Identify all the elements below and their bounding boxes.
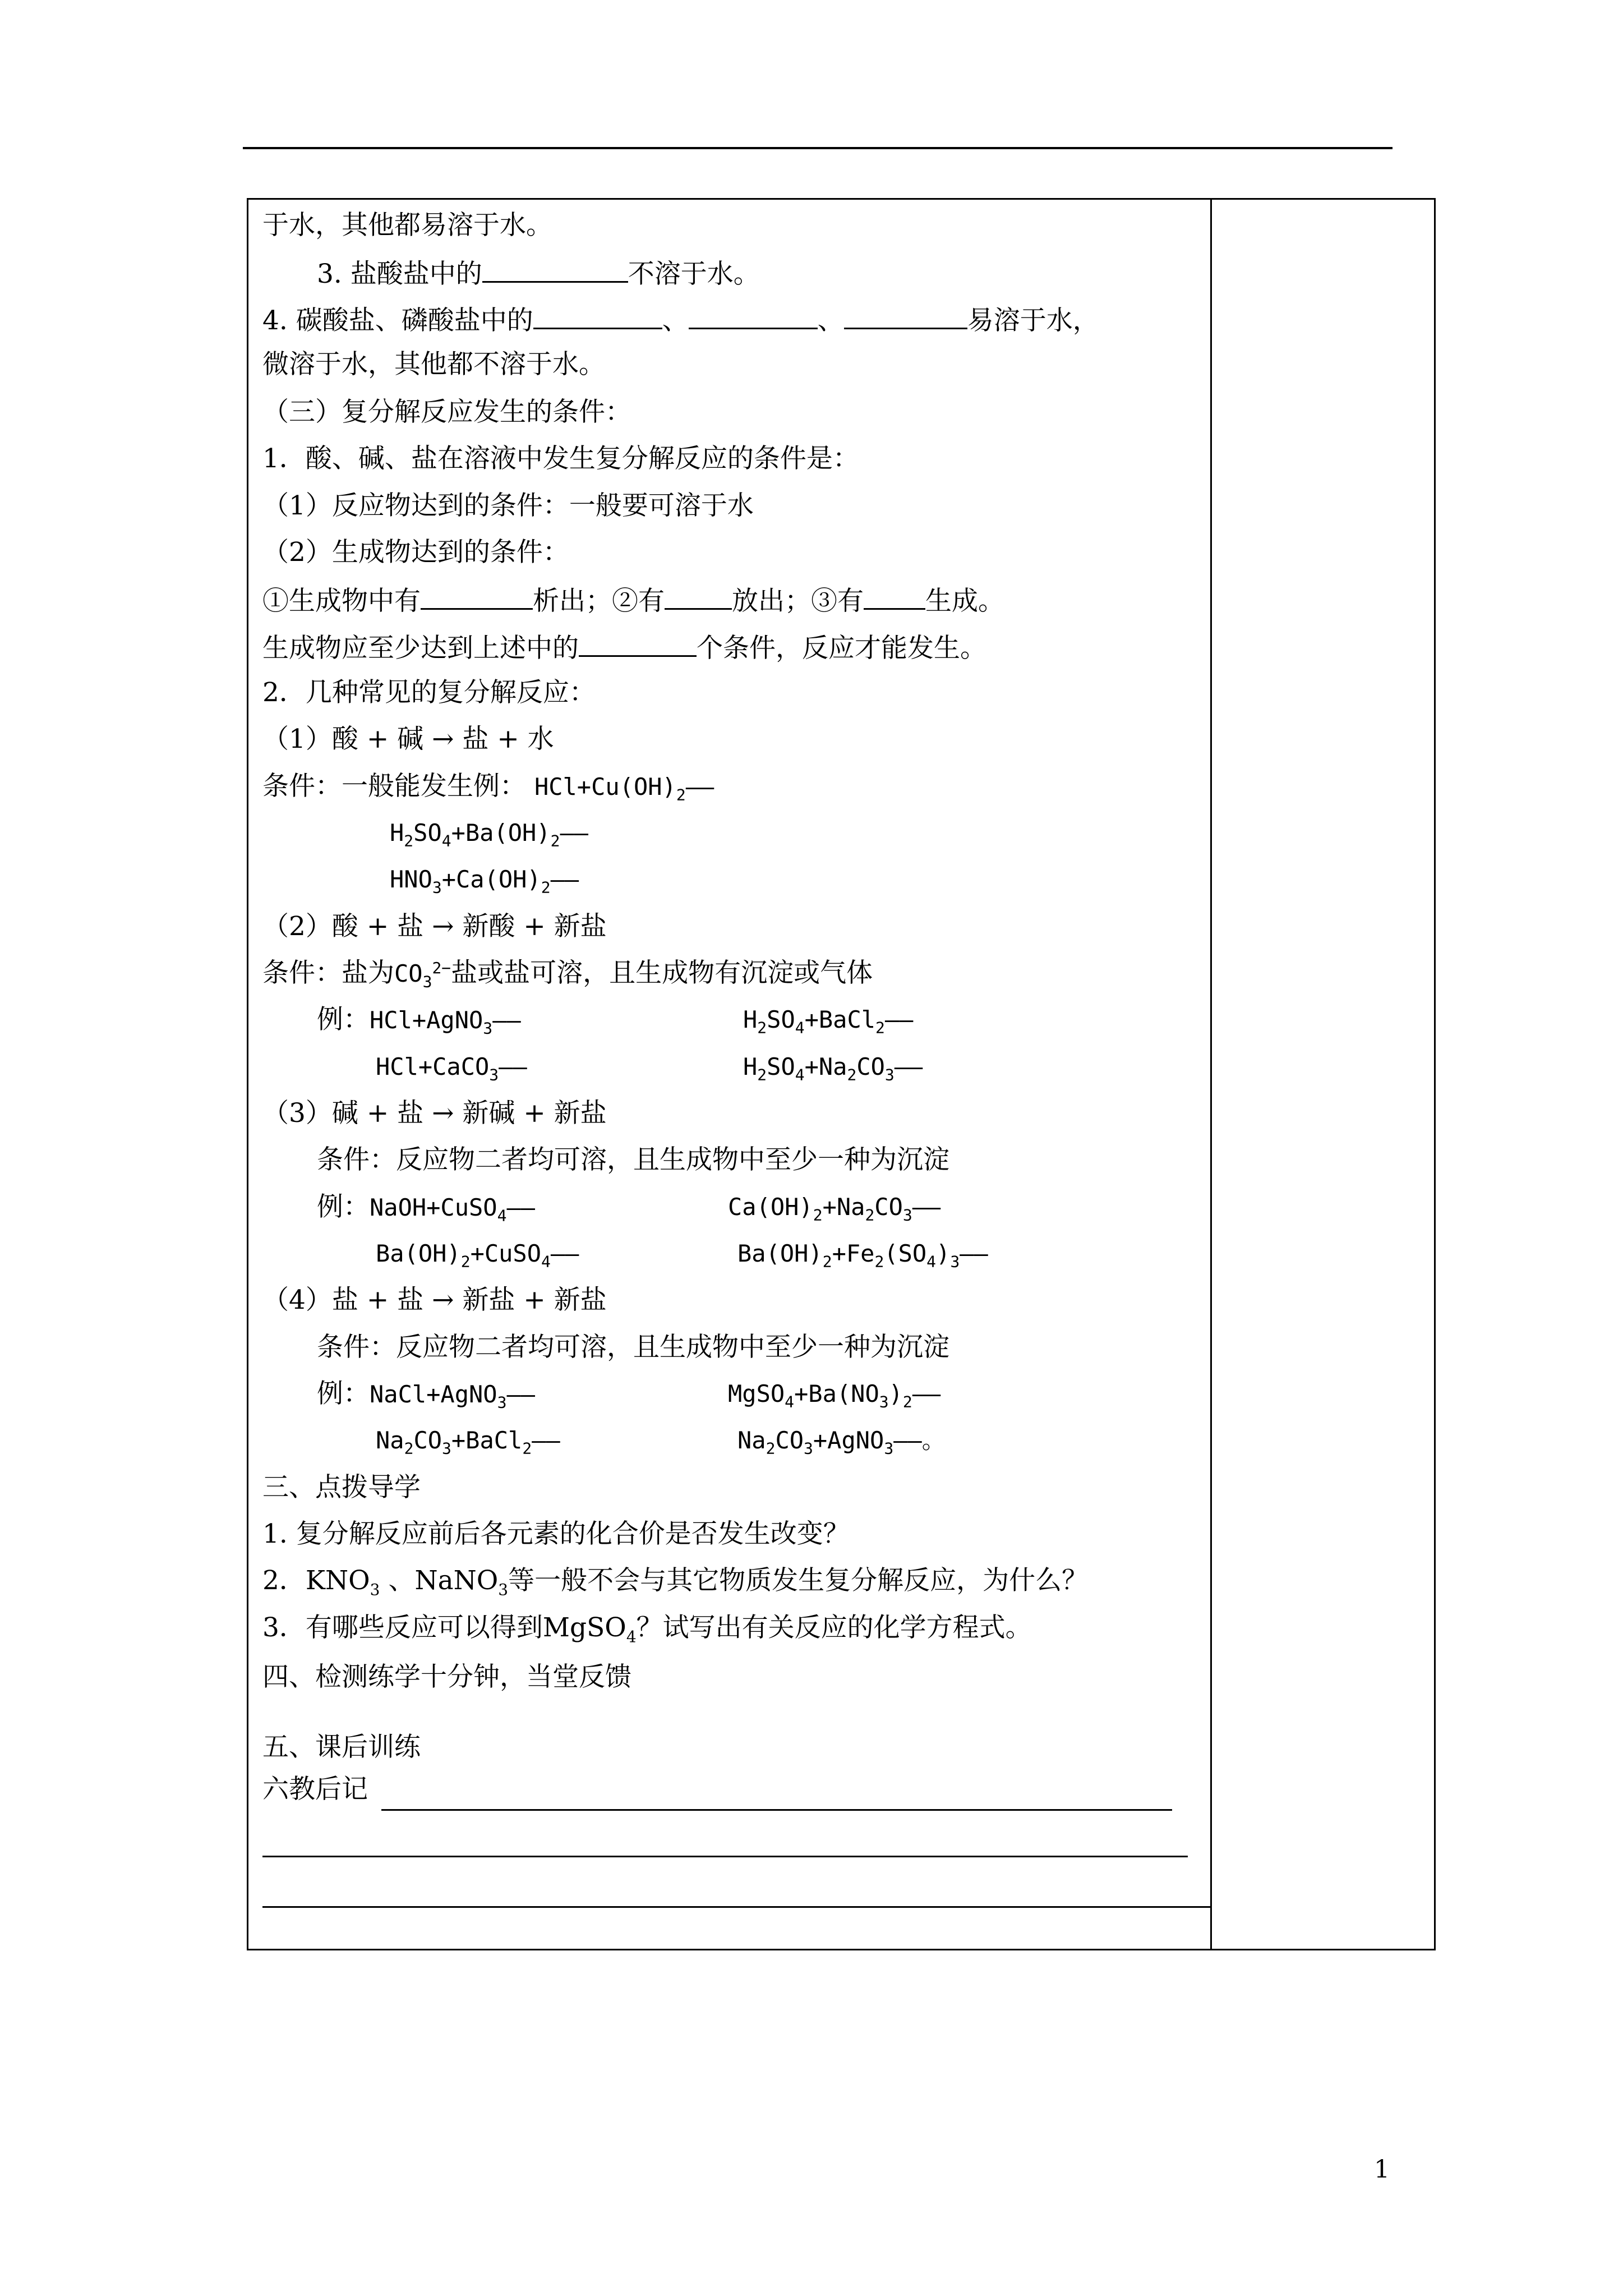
text: 微溶于水，其他都不溶于水。: [262, 349, 605, 380]
section-heading: [262, 1471, 421, 1504]
formula: $HCl+Cu(OH)_2——$: [534, 773, 714, 804]
text: 放出；③有: [732, 586, 864, 616]
text: 条件：一般能发生例：: [262, 771, 526, 802]
example-line: [317, 1190, 535, 1225]
text-line: [262, 442, 859, 476]
text: 、NaNO: [380, 1565, 499, 1596]
text: 易溶于水，: [967, 305, 1099, 336]
section-heading: [262, 395, 631, 429]
text-line: [262, 770, 714, 804]
text: 例：: [317, 1004, 370, 1035]
text: 4. 碳酸盐、磷酸盐中的: [262, 305, 533, 336]
text: 3. 盐酸盐中的: [317, 259, 482, 289]
formula: $H_2SO_4+BaCl_2——$: [743, 1006, 914, 1037]
formula: $MgSO_4+Ba(NO_3)_2——$: [728, 1380, 941, 1411]
section-heading: [262, 1731, 421, 1764]
text: 盐或盐可溶，且生成物有沉淀或气体: [451, 958, 873, 988]
formula: $Na_2CO_3+BaCl_2——$: [376, 1427, 560, 1458]
formula: HCl+CaCO$_3$——: [376, 1053, 527, 1084]
text: 生成物应至少达到上述中的: [262, 633, 579, 664]
text: 例：: [317, 1378, 370, 1409]
write-line[interactable]: [262, 1856, 1188, 1857]
fill-blank[interactable]: [844, 302, 967, 329]
text: ？试写出有关反应的化学方程式。: [636, 1612, 1032, 1643]
text-line: [262, 676, 596, 710]
text: 1．酸、碱、盐在溶液中发生复分解反应的条件是：: [262, 443, 859, 474]
text: 析出；②有: [533, 586, 665, 616]
formula: $Na_2CO_3+AgNO_3——$。: [737, 1427, 946, 1458]
text: （4）盐 + 盐 → 新盐 + 新盐: [262, 1285, 607, 1315]
formula: $CO_3^{2-}$: [394, 959, 451, 991]
text: 条件：反应物二者均可溶，且生成物中至少一种为沉淀: [317, 1332, 949, 1363]
formula: NaCl+AgNO$_3$——: [370, 1381, 536, 1412]
text: （1）反应物达到的条件：一般要可溶于水: [262, 490, 754, 521]
text: 、: [817, 305, 844, 336]
text: 于水，其他都易溶于水。: [262, 210, 552, 241]
formula: $HNO_3+Ca(OH)_2——$: [390, 866, 579, 897]
text-line: [317, 1331, 949, 1364]
text: 生成。: [925, 586, 1004, 616]
text: 1. 复分解反应前后各元素的化合价是否发生改变？: [262, 1519, 850, 1549]
text: 、: [662, 305, 689, 336]
example-line: [317, 1003, 521, 1037]
text: （2）生成物达到的条件：: [262, 537, 569, 568]
section-heading: [262, 1660, 631, 1694]
reaction-type: [262, 1097, 607, 1130]
formula: $Ca(OH)_2+Na_2CO_3——$: [728, 1193, 941, 1225]
text-line: [262, 209, 552, 242]
formula: NaOH+CuSO$_4$——: [370, 1194, 536, 1225]
text: ①生成物中有: [262, 586, 421, 616]
text: 四、检测练学十分钟，当堂反馈: [262, 1662, 631, 1692]
text: 等一般不会与其它物质发生复分解反应，为什么？: [508, 1565, 1089, 1596]
text-line: [262, 582, 1004, 618]
formula: $Ba(OH)_2+CuSO_4——$: [376, 1240, 579, 1271]
text: （2）酸 + 盐 → 新酸 + 新盐: [262, 911, 607, 942]
question-line: [262, 1517, 850, 1551]
text-line: [317, 1143, 949, 1177]
write-line[interactable]: [381, 1809, 1172, 1811]
example-line: [317, 1377, 535, 1411]
text: 2．KNO: [262, 1565, 370, 1596]
fill-blank[interactable]: [421, 582, 533, 610]
fill-blank[interactable]: [689, 302, 818, 329]
text: 条件：反应物二者均可溶，且生成物中至少一种为沉淀: [317, 1144, 949, 1175]
reaction-type: [262, 723, 554, 756]
question-line: 3．有哪些反应可以得到MgSO$_4$？试写出有关反应的化学方程式。: [262, 1612, 1032, 1646]
text-line: [262, 536, 569, 569]
fill-blank[interactable]: [482, 255, 628, 283]
formula: $Ba(OH)_2+Fe_2(SO_4)_3——$: [737, 1240, 988, 1271]
text: （1）酸 + 碱 → 盐 + 水: [262, 724, 554, 754]
fill-blank[interactable]: [665, 582, 732, 610]
text-line: [317, 255, 760, 291]
text-line: [262, 348, 605, 381]
formula: HCl+AgNO$_3$——: [370, 1006, 521, 1038]
text: 六教后记: [262, 1774, 368, 1805]
text-line: [262, 956, 873, 991]
text: 条件：盐为: [262, 958, 394, 988]
formula: $H_2SO_4+Ba(OH)_2——$: [390, 819, 589, 850]
text: 五、课后训练: [262, 1732, 421, 1763]
text: 三、点拨导学: [262, 1472, 421, 1503]
formula: $H_2SO_4+Na_2CO_3——$: [743, 1053, 923, 1084]
text: 不溶于水。: [628, 259, 760, 289]
text: 个条件，反应才能发生。: [697, 633, 986, 664]
question-line: 2．$KNO_3$ 、NaNO$_3$等一般不会与其它物质发生复分解反应，为什么？: [262, 1565, 1089, 1599]
text: （3）碱 + 盐 → 新碱 + 新盐: [262, 1098, 607, 1129]
text: 2．几种常见的复分解反应：: [262, 677, 596, 708]
text: 3．有哪些反应可以得到MgSO: [262, 1612, 626, 1643]
text-line: [262, 629, 986, 665]
write-line[interactable]: [262, 1906, 1210, 1908]
reaction-type: [262, 1283, 607, 1317]
text: 例：: [317, 1191, 370, 1222]
fill-blank[interactable]: [864, 582, 925, 610]
fill-blank[interactable]: [579, 629, 697, 657]
reaction-type: [262, 910, 607, 944]
text: （三）复分解反应发生的条件：: [262, 397, 631, 427]
text-line: [262, 302, 1099, 338]
page-number: 1: [1374, 2155, 1390, 2184]
fill-blank[interactable]: [533, 302, 662, 329]
section-heading: [262, 1773, 368, 1806]
text-line: [262, 489, 754, 523]
